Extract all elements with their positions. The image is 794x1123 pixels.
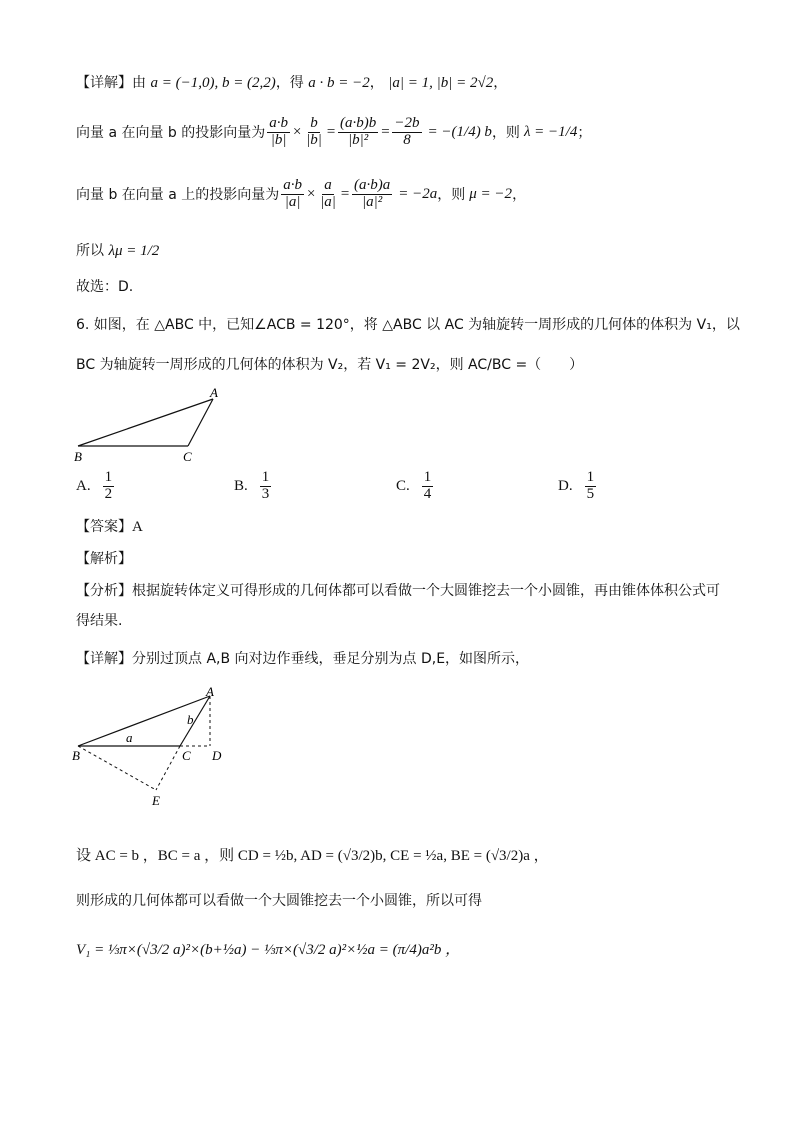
detail2-line: 【详解】分别过顶点 A,B 向对边作垂线，垂足分别为点 D,E，如图所示， [76, 651, 530, 667]
vector-def: a = (−1,0), b = (2,2) [150, 75, 276, 91]
fig2-d-label: D [212, 748, 222, 763]
vertex-c-label: C [183, 449, 192, 464]
fig2-a-label: A [206, 684, 214, 699]
dot-product: a · b = −2 [308, 75, 370, 91]
detail1-line: 【详解】由 a = (−1,0), b = (2,2)，得 a · b = −2， |a| = 1, |b| = 2√2， [76, 75, 508, 91]
set-line: 设 AC = b ，BC = a ，则 CD = ½b, AD = (√3/2)b, CE = ½a, BE = (√3/2)a ， [76, 848, 549, 864]
analysis-line2: 得结果. [76, 613, 123, 629]
conclude-line: 则形成的几何体都可以看做一个大圆锥挖去一个小圆锥，所以可得 [76, 893, 482, 909]
construction-figure [68, 684, 258, 809]
analysis-line1: 【分析】根据旋转体定义可得形成的几何体都可以看做一个大圆锥挖去一个小圆锥，再由锥体体积公式可 [76, 583, 720, 599]
mu-value: μ = −2 [469, 185, 513, 202]
choose-line: 故选：D. [76, 279, 134, 295]
fig2-b-label: B [72, 748, 80, 763]
proj-b-formula: $\frac{a\cdot b}{|a|}$ × $\frac{a}{|a|}$ = $\frac{(a\cdot b)a}{\text{|a|²}}$ [283, 177, 391, 210]
proj-b-on-a-line: 向量 b 在向量 a 上的投影向量为 $\frac{a\cdot b}{|a|}$ × $\frac{a}{|a|}$ = $\frac{(a\cdot b)a}{\text{|a|²}}$ = −2a ，则 μ = −2 ， [76, 177, 527, 210]
q6-line1: 6. 如图，在 △ABC 中，已知∠ACB = 120°，将 △ABC 以 AC 为轴旋转一周形成的几何体的体积为 V₁，以 [76, 317, 740, 333]
side-b-label: b [187, 712, 194, 727]
option-b[interactable]: B. $\frac{1}{3}$ [234, 469, 270, 502]
so-line: 所以 λμ = 1/2 [76, 243, 160, 259]
triangle-figure [70, 386, 270, 466]
option-d[interactable]: D. $\frac{1}{5}$ [558, 469, 595, 502]
lambda-value: λ = −1/4 [523, 123, 578, 140]
lambda-mu: λμ = 1/2 [108, 243, 160, 259]
fig2-c-label: C [182, 748, 191, 763]
side-a-label: a [126, 730, 133, 745]
answer-line [76, 516, 143, 536]
vertex-b-label: B [74, 449, 82, 464]
option-c[interactable]: C. $\frac{1}{4}$ [396, 469, 432, 502]
fig2-e-label: E [152, 793, 160, 808]
proj-b-result: = −2a [398, 185, 438, 202]
analysis-label: 【解析】 [76, 551, 132, 567]
proj-a-result: = −(1/4) b [427, 123, 492, 140]
v1-formula: V₁ = ⅓π×(√3/2 a)²×(b+½a) − ⅓π×(√3/2 a)²×½a = (π/4)a²b ， [76, 942, 461, 958]
detail1-label: 【详解】 [76, 75, 132, 91]
norms: |a| = 1, |b| = 2√2 [388, 75, 494, 91]
q6-line2: BC 为轴旋转一周形成的几何体的体积为 V₂，若 V₁ = 2V₂，则 AC/BC =（ ） [76, 357, 584, 373]
proj-a-on-b-line: 向量 a 在向量 b 的投影向量为 $\frac{a\cdot b}{|b|}$ × $\frac{b}{|b|}$ = $\frac{(a\cdot b)b}{\text{|b|²}}$ = $\frac{-2b}{8}$ = −(1/4) b ，则 λ = −1/4 ； [76, 115, 592, 148]
proj-a-formula: $\frac{a\cdot b}{|b|}$ × $\frac{b}{|b|}$ = $\frac{(a\cdot b)b}{\text{|b|²}}$ = $\frac{-2b}{8}$ [269, 115, 420, 148]
answer-value: A [132, 519, 143, 535]
answer-label: 【答案】 [76, 519, 132, 535]
option-a[interactable]: A. $\frac{1}{2}$ [76, 469, 113, 502]
vertex-a-label: A [210, 386, 218, 400]
v1-formula-line [76, 938, 460, 959]
